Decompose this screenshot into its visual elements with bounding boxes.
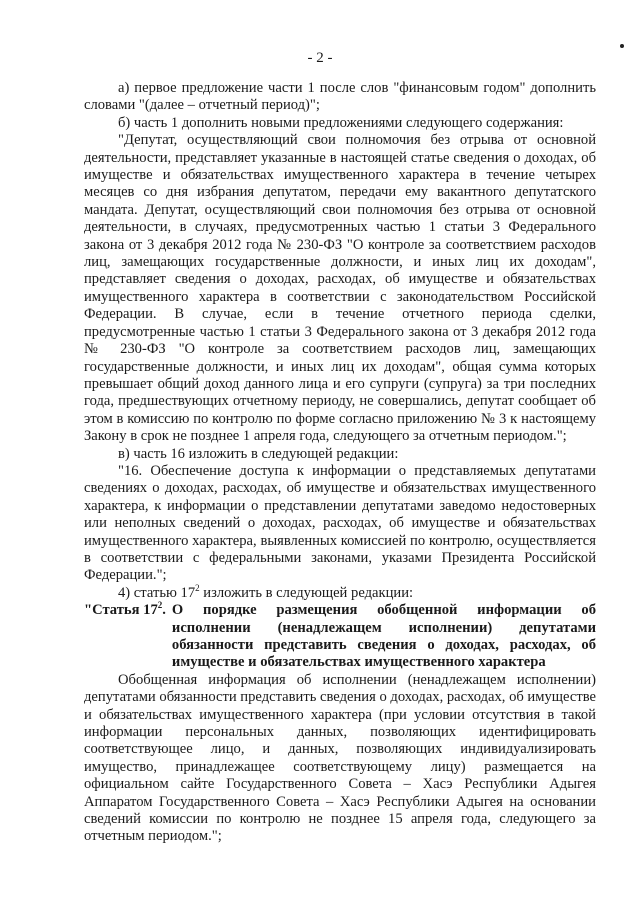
paragraph-amendment-c: в) часть 16 изложить в следующей редакции: (118, 445, 399, 462)
article-superscript: 2 (157, 600, 163, 611)
document-body (84, 80, 596, 846)
article-number-dot: . (162, 602, 166, 619)
item-4-superscript: 2 (195, 582, 200, 593)
paragraph-part-16: "16. Обеспечение доступа к информации о представляемых депутатами сведениях о доходах, расходах, об имуществе и обязательствах имущественного характера, к информации о представлении депутатами заведомо недостоверных или неполных сведений о доходах, расходах, об имуществе и обязательствах имущественного характера, выявленных комиссией по контролю, осуществляется в соответствии с федеральными законами, указами Президента Российской Федерации."; (84, 462, 596, 584)
article-number-text: "Статья 17 (84, 602, 158, 619)
scan-speck (620, 44, 624, 48)
article-number (84, 602, 172, 672)
article-heading (84, 602, 596, 672)
item-4-text: 4) статью 17 (118, 584, 196, 601)
paragraph-article-body: Обобщенная информация об исполнении (ненадлежащем исполнении) депутатами обязанности представить сведения о доходах, расходах, об имуществе и обязательствах имущественного характера (при условии отсутствия в такой информации персональных данных, позволяющих идентифицировать соответствующее лицо, и данных, позволяющих индивидуализировать имущество, принадлежащее соответствующему лицу) размещается на официальном сайте Государственного Совета – Хасэ Республики Адыгея Аппаратом Государственного Совета – Хасэ Республики Адыгея на основании сведений комиссии по контролю не позднее 15 апреля года, следующего за отчетным периодом."; (84, 671, 596, 845)
paragraph-amendment-b: б) часть 1 дополнить новыми предложениями следующего содержания: (118, 114, 564, 131)
item-4-text-end: изложить в следующей редакции: (199, 584, 414, 601)
paragraph-amendment-a: а) первое предложение части 1 после слов "финансовым годом" дополнить словами "(далее – отчетный период)"; (84, 80, 596, 114)
paragraph-deputy-quote: "Депутат, осуществляющий свои полномочия без отрыва от основной деятельности, представляет указанные в настоящей статье сведения о доходах, об имуществе и обязательствах имущественного характера в течение четырех месяцев со дня избрания депутатом, передачи ему вакантного депутатского мандата. Депутат, осуществляющий свои полномочия без отрыва от основной деятельности, в случаях, предусмотренных частью 1 статьи 3 Федерального закона от 3 декабря 2012 года № 230-ФЗ "О контроле за соответствием расходов лиц, замещающих государственные должности, и иных лиц их доходам", представляет сведения о доходах, расходах, об имуществе и обязательствах имущественного характера в соответствии с законодательством Российской Федерации. В случае, если в течение отчетного периода сделки, предусмотренные частью 1 статьи 3 Федерального закона от 3 декабря 2012 года № 230-ФЗ "О контроле за соответствием расходов лиц, замещающих государственные должности, и иных лиц их доходам", общая сумма которых превышает общий доход данного лица и его супруги (супруга) за три последних года, предшествующих отчетному периоду, не совершались, депутат сообщает об этом в комиссию по контролю по форме согласно приложению № 3 к настоящему Закону в срок не позднее 1 апреля года, следующего за отчетным периодом."; (84, 132, 596, 445)
article-title: О порядке размещения обобщенной информации об исполнении (ненадлежащем исполнении) депутатами обязанности представить сведения о доходах, расходах, об имуществе и обязательствах имущественного характера (171, 602, 596, 671)
page-number: - 2 - (307, 50, 333, 66)
